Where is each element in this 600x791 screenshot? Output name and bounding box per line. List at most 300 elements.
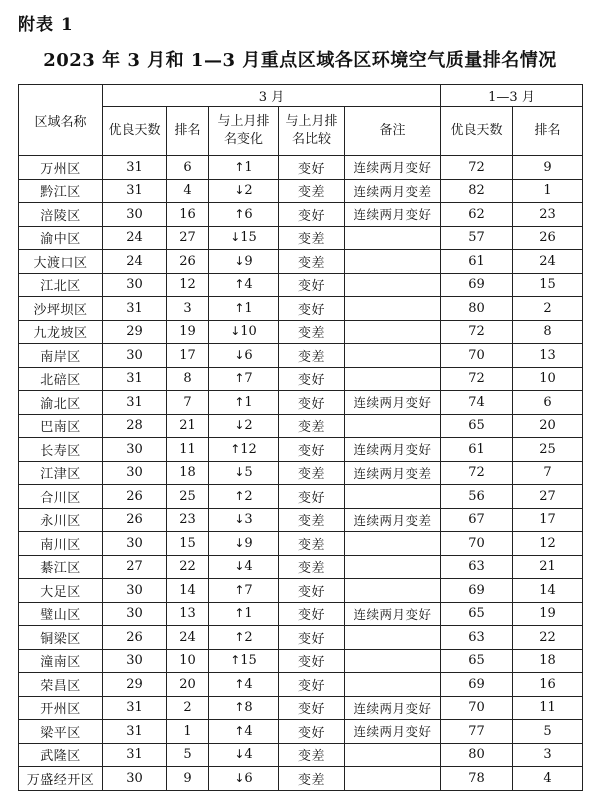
arrow-up-icon: ↑ [234, 300, 245, 315]
cell-good-days: 30 [103, 344, 167, 368]
cell-q1-rank: 25 [513, 438, 583, 462]
cell-remark [345, 367, 441, 391]
cell-compare: 变好 [279, 602, 345, 626]
rank-change-value: 1 [244, 606, 253, 622]
cell-remark [345, 532, 441, 556]
cell-compare: 变好 [279, 297, 345, 321]
cell-remark: 连续两月变好 [345, 696, 441, 720]
header-remark: 备注 [345, 107, 441, 156]
cell-rank-change [209, 179, 279, 203]
cell-q1-rank: 13 [513, 344, 583, 368]
table-row [19, 203, 583, 227]
cell-rank: 6 [167, 156, 209, 180]
cell-q1-rank: 23 [513, 203, 583, 227]
cell-good-days: 30 [103, 532, 167, 556]
table-row [19, 649, 583, 673]
rank-change-value: 6 [244, 347, 253, 363]
table-row [19, 579, 583, 603]
arrow-down-icon: ↓ [234, 418, 245, 433]
cell-good-days: 31 [103, 179, 167, 203]
header-q1-good-days: 优良天数 [441, 107, 513, 156]
table-row [19, 297, 583, 321]
table-row [19, 508, 583, 532]
arrow-up-icon: ↑ [234, 159, 245, 174]
cell-compare: 变好 [279, 696, 345, 720]
table-row [19, 344, 583, 368]
cell-good-days: 24 [103, 250, 167, 274]
arrow-up-icon: ↑ [234, 582, 245, 597]
cell-q1-rank: 10 [513, 367, 583, 391]
cell-q1-good-days: 70 [441, 344, 513, 368]
header-rank-change-line2: 名变化 [223, 132, 263, 147]
cell-compare: 变差 [279, 461, 345, 485]
table-row [19, 743, 583, 767]
rank-change-value: 2 [244, 183, 253, 199]
table-row [19, 461, 583, 485]
cell-rank-change [209, 720, 279, 744]
cell-q1-rank: 15 [513, 273, 583, 297]
cell-remark [345, 626, 441, 650]
arrow-up-icon: ↑ [234, 277, 245, 292]
cell-rank-change [209, 696, 279, 720]
cell-region: 巴南区 [19, 414, 103, 438]
cell-compare: 变好 [279, 273, 345, 297]
cell-rank: 27 [167, 226, 209, 250]
cell-remark: 连续两月变好 [345, 391, 441, 415]
cell-region: 大渡口区 [19, 250, 103, 274]
cell-q1-rank: 6 [513, 391, 583, 415]
cell-rank: 2 [167, 696, 209, 720]
arrow-up-icon: ↑ [230, 653, 241, 668]
cell-region: 九龙坡区 [19, 320, 103, 344]
cell-remark: 连续两月变好 [345, 720, 441, 744]
cell-q1-good-days: 63 [441, 555, 513, 579]
header-rank-compare-line2: 名比较 [291, 132, 331, 147]
cell-q1-good-days: 70 [441, 532, 513, 556]
rank-change-value: 12 [240, 441, 257, 457]
cell-good-days: 31 [103, 720, 167, 744]
cell-rank-change [209, 461, 279, 485]
cell-remark: 连续两月变差 [345, 508, 441, 532]
table-row [19, 391, 583, 415]
cell-rank-change [209, 485, 279, 509]
cell-remark [345, 649, 441, 673]
cell-remark [345, 226, 441, 250]
table-row [19, 226, 583, 250]
cell-q1-good-days: 69 [441, 673, 513, 697]
table-row [19, 673, 583, 697]
cell-rank-change [209, 367, 279, 391]
table-row [19, 179, 583, 203]
rank-change-value: 2 [244, 629, 253, 645]
table-row [19, 414, 583, 438]
cell-remark: 连续两月变好 [345, 203, 441, 227]
cell-region: 涪陵区 [19, 203, 103, 227]
header-rank-change-line1: 与上月排 [217, 114, 270, 129]
arrow-up-icon: ↑ [234, 206, 245, 221]
cell-q1-rank: 22 [513, 626, 583, 650]
cell-rank: 15 [167, 532, 209, 556]
cell-rank: 12 [167, 273, 209, 297]
page-title: 2023 年 3 月和 1—3 月重点区域各区环境空气质量排名情况 [43, 50, 557, 71]
cell-compare: 变差 [279, 179, 345, 203]
table-body [19, 156, 583, 791]
cell-good-days: 29 [103, 673, 167, 697]
cell-compare: 变差 [279, 508, 345, 532]
arrow-down-icon: ↓ [234, 183, 245, 198]
cell-remark [345, 273, 441, 297]
cell-region: 潼南区 [19, 649, 103, 673]
cell-q1-rank: 19 [513, 602, 583, 626]
arrow-up-icon: ↑ [234, 488, 245, 503]
cell-rank: 18 [167, 461, 209, 485]
cell-remark [345, 485, 441, 509]
cell-q1-rank: 2 [513, 297, 583, 321]
cell-q1-good-days: 61 [441, 250, 513, 274]
rank-change-value: 10 [240, 324, 257, 340]
arrow-up-icon: ↑ [234, 723, 245, 738]
cell-region: 江北区 [19, 273, 103, 297]
table-row [19, 156, 583, 180]
cell-rank: 25 [167, 485, 209, 509]
cell-q1-good-days: 56 [441, 485, 513, 509]
cell-good-days: 30 [103, 203, 167, 227]
cell-remark [345, 320, 441, 344]
cell-q1-good-days: 67 [441, 508, 513, 532]
cell-compare: 变差 [279, 767, 345, 791]
cell-q1-good-days: 72 [441, 320, 513, 344]
cell-q1-rank: 5 [513, 720, 583, 744]
cell-compare: 变好 [279, 367, 345, 391]
cell-compare: 变差 [279, 250, 345, 274]
cell-compare: 变好 [279, 203, 345, 227]
cell-q1-good-days: 69 [441, 579, 513, 603]
arrow-down-icon: ↓ [234, 347, 245, 362]
cell-q1-good-days: 65 [441, 414, 513, 438]
rank-change-value: 4 [244, 277, 253, 293]
table-row [19, 696, 583, 720]
cell-rank: 3 [167, 297, 209, 321]
cell-compare: 变差 [279, 226, 345, 250]
cell-good-days: 26 [103, 508, 167, 532]
arrow-up-icon: ↑ [234, 606, 245, 621]
header-region: 区域名称 [19, 85, 103, 156]
cell-good-days: 31 [103, 743, 167, 767]
cell-rank: 16 [167, 203, 209, 227]
cell-good-days: 30 [103, 602, 167, 626]
rank-change-value: 6 [244, 206, 253, 222]
cell-rank-change [209, 579, 279, 603]
cell-compare: 变好 [279, 720, 345, 744]
rank-change-value: 4 [244, 723, 253, 739]
cell-q1-rank: 8 [513, 320, 583, 344]
cell-q1-rank: 14 [513, 579, 583, 603]
cell-remark: 连续两月变差 [345, 179, 441, 203]
cell-rank: 13 [167, 602, 209, 626]
cell-region: 荣昌区 [19, 673, 103, 697]
arrow-up-icon: ↑ [234, 676, 245, 691]
header-group-march: 3 月 [103, 85, 441, 107]
cell-rank-change [209, 649, 279, 673]
rank-change-value: 15 [240, 653, 257, 669]
cell-compare: 变差 [279, 532, 345, 556]
cell-good-days: 30 [103, 649, 167, 673]
rank-change-value: 7 [244, 582, 253, 598]
cell-rank: 17 [167, 344, 209, 368]
arrow-down-icon: ↓ [234, 535, 245, 550]
cell-remark: 连续两月变好 [345, 156, 441, 180]
rank-change-value: 2 [244, 418, 253, 434]
cell-rank-change [209, 391, 279, 415]
cell-compare: 变好 [279, 438, 345, 462]
rank-change-value: 2 [244, 488, 253, 504]
rank-change-value: 4 [244, 676, 253, 692]
rank-change-value: 7 [244, 371, 253, 387]
table-row [19, 720, 583, 744]
cell-rank-change [209, 297, 279, 321]
cell-q1-good-days: 61 [441, 438, 513, 462]
arrow-up-icon: ↑ [234, 629, 245, 644]
table-row [19, 767, 583, 791]
arrow-up-icon: ↑ [230, 441, 241, 456]
cell-q1-rank: 21 [513, 555, 583, 579]
cell-region: 万州区 [19, 156, 103, 180]
cell-remark [345, 767, 441, 791]
cell-rank: 24 [167, 626, 209, 650]
cell-q1-rank: 18 [513, 649, 583, 673]
cell-q1-good-days: 74 [441, 391, 513, 415]
cell-good-days: 30 [103, 461, 167, 485]
cell-rank-change [209, 226, 279, 250]
cell-good-days: 30 [103, 273, 167, 297]
cell-compare: 变好 [279, 649, 345, 673]
cell-q1-rank: 7 [513, 461, 583, 485]
cell-q1-rank: 12 [513, 532, 583, 556]
cell-region: 綦江区 [19, 555, 103, 579]
rank-change-value: 8 [244, 700, 253, 716]
table-row [19, 602, 583, 626]
rank-change-value: 9 [244, 535, 253, 551]
cell-q1-good-days: 78 [441, 767, 513, 791]
cell-good-days: 31 [103, 391, 167, 415]
cell-region: 江津区 [19, 461, 103, 485]
cell-rank-change [209, 626, 279, 650]
cell-region: 黔江区 [19, 179, 103, 203]
cell-rank-change [209, 273, 279, 297]
cell-rank: 21 [167, 414, 209, 438]
cell-q1-good-days: 72 [441, 367, 513, 391]
cell-q1-good-days: 77 [441, 720, 513, 744]
cell-q1-good-days: 69 [441, 273, 513, 297]
cell-rank: 22 [167, 555, 209, 579]
cell-q1-good-days: 65 [441, 602, 513, 626]
cell-q1-good-days: 65 [441, 649, 513, 673]
cell-rank-change [209, 344, 279, 368]
cell-region: 开州区 [19, 696, 103, 720]
cell-rank-change [209, 673, 279, 697]
cell-rank: 8 [167, 367, 209, 391]
arrow-down-icon: ↓ [234, 770, 245, 785]
cell-rank-change [209, 532, 279, 556]
cell-region: 永川区 [19, 508, 103, 532]
cell-rank-change [209, 203, 279, 227]
cell-q1-rank: 27 [513, 485, 583, 509]
header-rank: 排名 [167, 107, 209, 156]
cell-good-days: 28 [103, 414, 167, 438]
table-row [19, 367, 583, 391]
cell-q1-rank: 9 [513, 156, 583, 180]
rank-change-value: 15 [240, 230, 257, 246]
rank-change-value: 1 [244, 394, 253, 410]
cell-good-days: 31 [103, 297, 167, 321]
cell-q1-good-days: 80 [441, 297, 513, 321]
rank-change-value: 4 [244, 559, 253, 575]
cell-region: 璧山区 [19, 602, 103, 626]
cell-remark [345, 414, 441, 438]
cell-rank-change [209, 767, 279, 791]
cell-rank-change [209, 438, 279, 462]
cell-q1-good-days: 57 [441, 226, 513, 250]
cell-compare: 变差 [279, 320, 345, 344]
arrow-up-icon: ↑ [234, 700, 245, 715]
cell-q1-good-days: 62 [441, 203, 513, 227]
cell-good-days: 26 [103, 485, 167, 509]
table-row [19, 250, 583, 274]
header-rank-change [209, 107, 279, 156]
cell-q1-good-days: 63 [441, 626, 513, 650]
cell-rank-change [209, 555, 279, 579]
cell-rank: 1 [167, 720, 209, 744]
header-rank-compare [279, 107, 345, 156]
cell-good-days: 31 [103, 696, 167, 720]
table-row [19, 320, 583, 344]
cell-rank: 26 [167, 250, 209, 274]
cell-q1-rank: 20 [513, 414, 583, 438]
arrow-down-icon: ↓ [234, 465, 245, 480]
cell-region: 渝中区 [19, 226, 103, 250]
cell-remark: 连续两月变差 [345, 461, 441, 485]
rank-change-value: 6 [244, 770, 253, 786]
cell-good-days: 30 [103, 438, 167, 462]
cell-rank-change [209, 602, 279, 626]
arrow-down-icon: ↓ [234, 512, 245, 527]
cell-q1-rank: 16 [513, 673, 583, 697]
arrow-down-icon: ↓ [234, 559, 245, 574]
cell-q1-rank: 3 [513, 743, 583, 767]
air-quality-ranking-table [18, 84, 583, 791]
cell-rank-change [209, 743, 279, 767]
cell-region: 北碚区 [19, 367, 103, 391]
cell-rank-change [209, 250, 279, 274]
cell-rank: 23 [167, 508, 209, 532]
cell-compare: 变差 [279, 743, 345, 767]
cell-q1-rank: 17 [513, 508, 583, 532]
cell-region: 渝北区 [19, 391, 103, 415]
cell-remark [345, 555, 441, 579]
cell-region: 万盛经开区 [19, 767, 103, 791]
cell-region: 沙坪坝区 [19, 297, 103, 321]
arrow-up-icon: ↑ [234, 394, 245, 409]
cell-remark [345, 673, 441, 697]
cell-compare: 变好 [279, 673, 345, 697]
cell-rank: 20 [167, 673, 209, 697]
table-row [19, 532, 583, 556]
rank-change-value: 1 [244, 300, 253, 316]
rank-change-value: 3 [244, 512, 253, 528]
cell-rank: 14 [167, 579, 209, 603]
cell-remark: 连续两月变好 [345, 602, 441, 626]
header-q1-rank: 排名 [513, 107, 583, 156]
cell-good-days: 26 [103, 626, 167, 650]
cell-q1-rank: 4 [513, 767, 583, 791]
arrow-down-icon: ↓ [234, 747, 245, 762]
cell-q1-good-days: 80 [441, 743, 513, 767]
cell-rank: 7 [167, 391, 209, 415]
cell-q1-rank: 24 [513, 250, 583, 274]
cell-compare: 变差 [279, 344, 345, 368]
cell-q1-good-days: 72 [441, 156, 513, 180]
rank-change-value: 1 [244, 159, 253, 175]
cell-compare: 变差 [279, 555, 345, 579]
cell-remark [345, 344, 441, 368]
cell-rank: 11 [167, 438, 209, 462]
cell-region: 南川区 [19, 532, 103, 556]
cell-good-days: 27 [103, 555, 167, 579]
cell-remark [345, 297, 441, 321]
cell-good-days: 30 [103, 579, 167, 603]
cell-rank: 5 [167, 743, 209, 767]
cell-q1-good-days: 72 [441, 461, 513, 485]
cell-rank-change [209, 508, 279, 532]
cell-compare: 变好 [279, 156, 345, 180]
cell-compare: 变好 [279, 485, 345, 509]
cell-rank: 19 [167, 320, 209, 344]
cell-rank: 10 [167, 649, 209, 673]
header-group-q1: 1—3 月 [441, 85, 583, 107]
table-row [19, 555, 583, 579]
cell-q1-rank: 1 [513, 179, 583, 203]
cell-rank: 4 [167, 179, 209, 203]
cell-region: 南岸区 [19, 344, 103, 368]
cell-good-days: 31 [103, 367, 167, 391]
cell-remark: 连续两月变好 [345, 438, 441, 462]
table-row [19, 438, 583, 462]
arrow-up-icon: ↑ [234, 371, 245, 386]
cell-rank-change [209, 156, 279, 180]
cell-region: 梁平区 [19, 720, 103, 744]
cell-compare: 变好 [279, 626, 345, 650]
arrow-down-icon: ↓ [230, 230, 241, 245]
annex-label: 附表 1 [18, 15, 74, 35]
cell-rank-change [209, 320, 279, 344]
cell-q1-good-days: 82 [441, 179, 513, 203]
cell-good-days: 30 [103, 767, 167, 791]
cell-good-days: 24 [103, 226, 167, 250]
cell-remark [345, 743, 441, 767]
cell-rank: 9 [167, 767, 209, 791]
cell-region: 合川区 [19, 485, 103, 509]
table-row [19, 273, 583, 297]
cell-q1-rank: 26 [513, 226, 583, 250]
rank-change-value: 5 [244, 465, 253, 481]
cell-compare: 变好 [279, 579, 345, 603]
cell-region: 大足区 [19, 579, 103, 603]
arrow-down-icon: ↓ [230, 324, 241, 339]
cell-compare: 变好 [279, 391, 345, 415]
cell-rank-change [209, 414, 279, 438]
rank-change-value: 9 [244, 253, 253, 269]
cell-q1-good-days: 70 [441, 696, 513, 720]
